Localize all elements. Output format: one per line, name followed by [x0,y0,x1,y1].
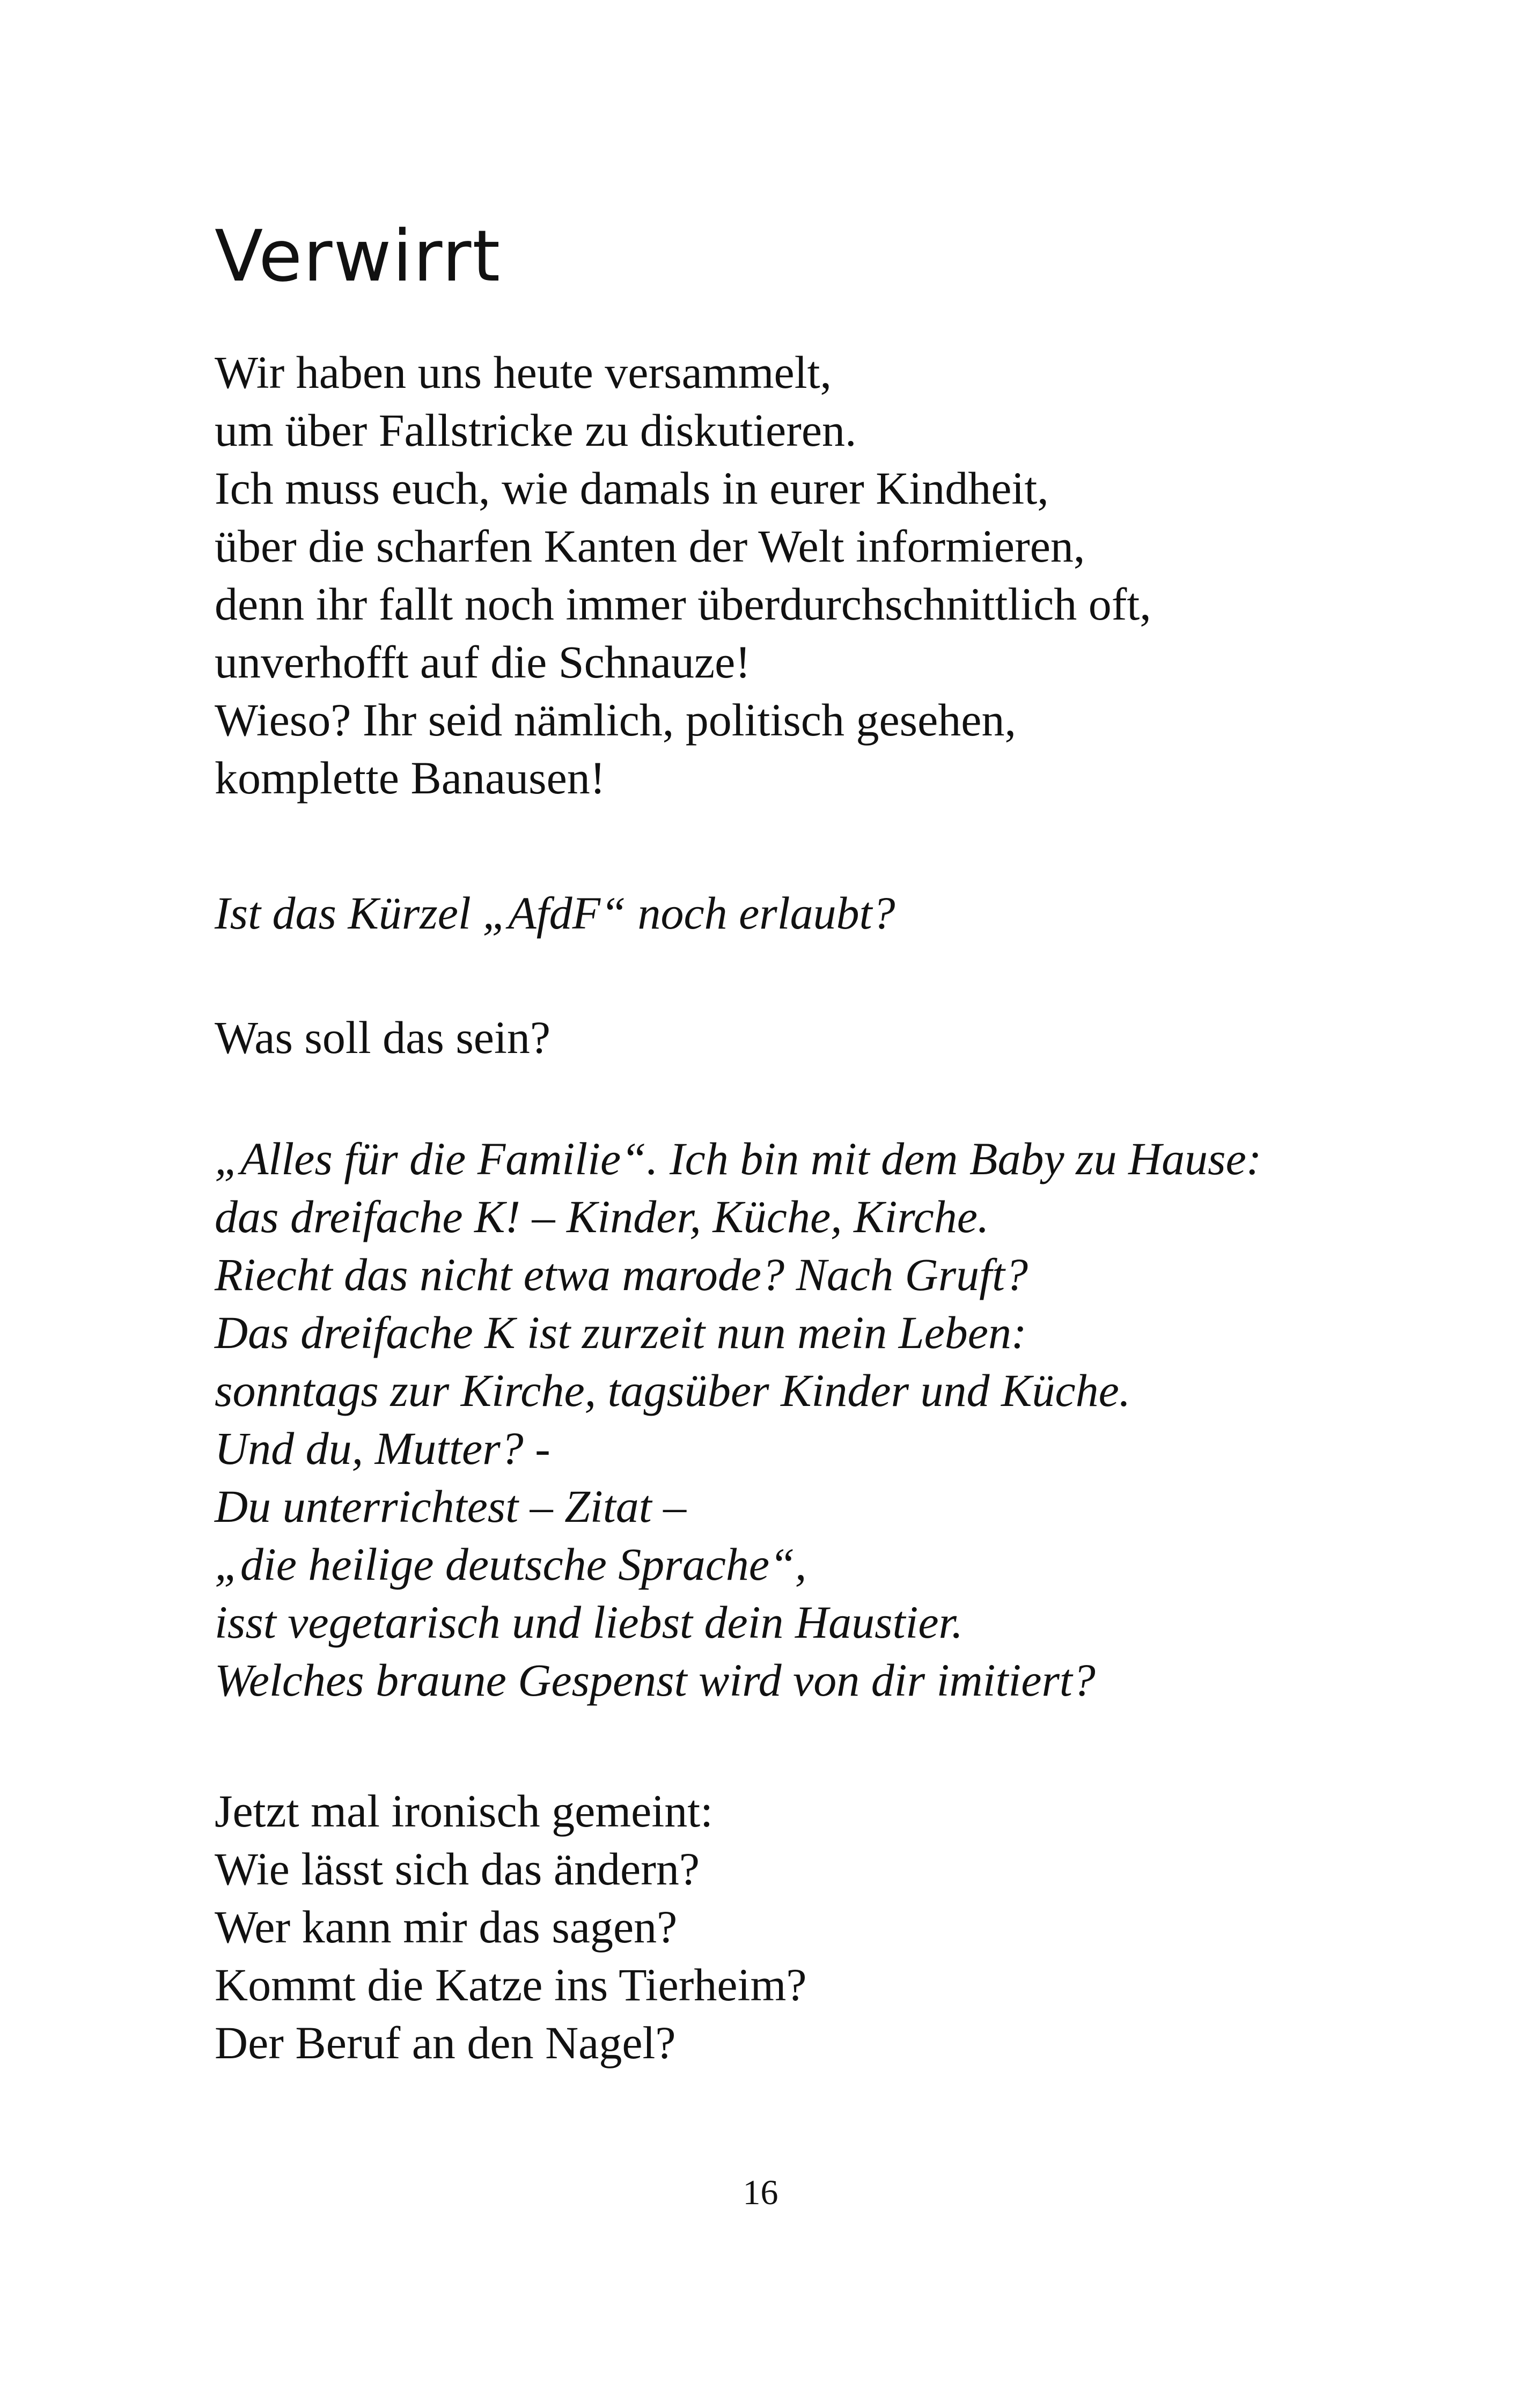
poem-line: Wie lässt sich das ändern? [215,1843,700,1895]
stanza-5 [215,1782,1341,2072]
poem-line: unverhofft auf die Schnauze! [215,636,751,688]
poem-line: Der Beruf an den Nagel? [215,2017,676,2068]
poem-line: Du unterrichtest – Zitat – [215,1481,687,1532]
page-number: 16 [743,2173,778,2212]
poem-line: um über Fallstricke zu diskutieren. [215,404,857,456]
poem-line: das dreifache K! – Kinder, Küche, Kirche. [215,1191,989,1242]
stanza-4 [215,1130,1341,1709]
poem-line: Wieso? Ihr seid nämlich, politisch gesehen, [215,694,1016,746]
stanza-2 [215,884,1341,942]
poem-line: Und du, Mutter? - [215,1423,550,1474]
poem-line: Was soll das sein? [215,1012,551,1063]
poem-line: Welches braune Gespenst wird von dir imitiert? [215,1654,1096,1706]
poem-line: Das dreifache K ist zurzeit nun mein Leben: [215,1307,1027,1358]
poem-line: Ist das Kürzel „AfdF“ noch erlaubt? [215,887,895,939]
poem-line: Jetzt mal ironisch gemeint: [215,1785,714,1837]
poem-line: denn ihr fallt noch immer überdurchschnittlich oft, [215,578,1151,630]
poem-line: Ich muss euch, wie damals in eurer Kindheit, [215,462,1049,514]
stanza-1 [215,343,1341,807]
poem-line: Wer kann mir das sagen? [215,1901,678,1953]
poem-line: komplette Banausen! [215,752,606,804]
poem-line: über die scharfen Kanten der Welt informieren, [215,520,1085,572]
poem-line: Wir haben uns heute versammelt, [215,347,832,398]
poem-line: „die heilige deutsche Sprache“, [215,1538,807,1590]
poem-line: isst vegetarisch und liebst dein Haustier. [215,1596,963,1648]
stanza-3 [215,1008,1341,1066]
poem-title: Verwirrt [215,215,502,298]
poem-line: „Alles für die Familie“. Ich bin mit dem Baby zu Hause: [215,1133,1262,1184]
poem-line: Riecht das nicht etwa marode? Nach Gruft? [215,1249,1028,1300]
poem-line: Kommt die Katze ins Tierheim? [215,1959,807,2011]
poem-line: sonntags zur Kirche, tagsüber Kinder und Küche. [215,1365,1131,1416]
